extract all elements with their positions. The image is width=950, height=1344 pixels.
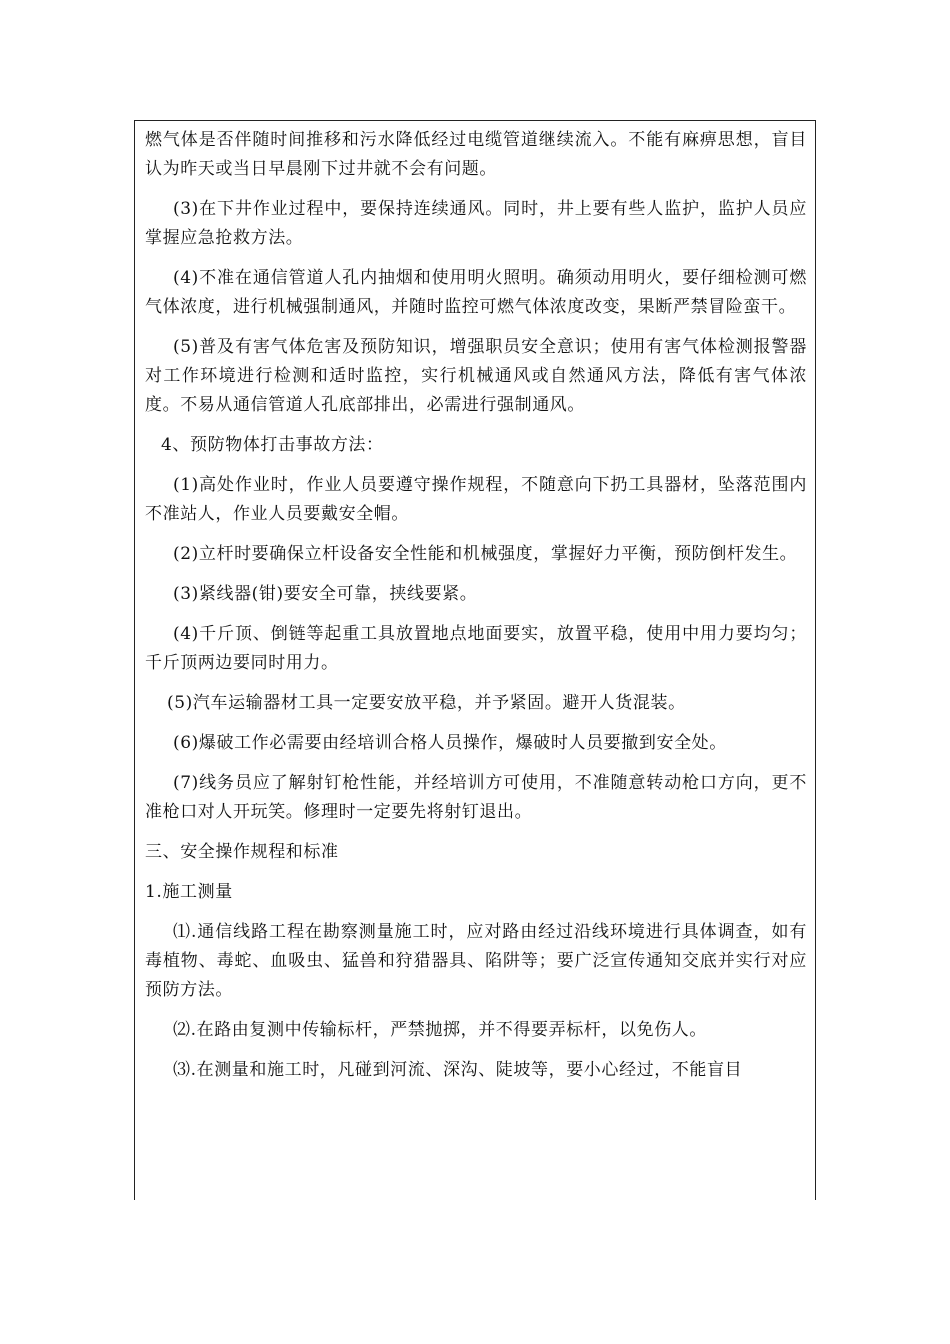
paragraph-ventilation: (3)在下井作业过程中，要保持连续通风。同时，井上要有些人监护，监护人员应掌握应急抢救方法。 [145, 199, 807, 248]
document-body [145, 126, 807, 1096]
paragraph-nail-gun: (7)线务员应了解射钉枪性能，并经培训方可使用，不准随意转动枪口方向，更不准枪口对人开玩笑。修理时一定要先将射钉退出。 [145, 773, 807, 822]
paragraph-route-survey: ⑴.通信线路工程在勘察测量施工时，应对路由经过沿线环境进行具体调查，如有毒植物、毒蛇、血吸虫、猛兽和狩猎器具、陷阱等；要广泛宣传通知交底并实行对应预防方法。 [145, 922, 807, 1000]
section-heading-object-strike: 4、预防物体打击事故方法： [161, 435, 384, 455]
paragraph-jack: (4)千斤顶、倒链等起重工具放置地点地面要实，放置平稳，使用中用力要均匀；千斤顶两边要同时用力。 [145, 624, 807, 673]
paragraph-vehicle-transport: (5)汽车运输器材工具一定要安放平稳，并予紧固。避开人货混装。 [167, 693, 686, 713]
paragraph-pole-erection: (2)立杆时要确保立杆设备安全性能和机械强度，掌握好力平衡，预防倒杆发生。 [173, 544, 798, 564]
paragraph-gas-knowledge: (5)普及有害气体危害及预防知识，增强职员安全意识；使用有害气体检测报警器对工作环境进行检测和适时监控，实行机械通风或自然通风方法，降低有害气体浓度。不易从通信管道人孔底部排出，必需进行强制通风。 [145, 337, 807, 415]
paragraph-no-smoking: (4)不准在通信管道人孔内抽烟和使用明火照明。确须动用明火，要仔细检测可燃气体浓度，进行机械强制通风，并随时监控可燃气体浓度改变，果断严禁冒险蛮干。 [145, 268, 807, 317]
paragraph-marker-pole: ⑵.在路由复测中传输标杆，严禁抛掷，并不得要弄标杆，以免伤人。 [173, 1020, 708, 1040]
paragraph-gas-continuation: 燃气体是否伴随时间推移和污水降低经过电缆管道继续流入。不能有麻痹思想，盲目认为昨天或当日早晨刚下过井就不会有问题。 [145, 130, 807, 179]
paragraph-rivers-slopes: ⑶.在测量和施工时，凡碰到河流、深沟、陡坡等，要小心经过，不能盲目 [173, 1060, 743, 1080]
paragraph-tensioner: (3)紧线器(钳)要安全可靠，挟线要紧。 [173, 584, 478, 604]
paragraph-blasting: (6)爆破工作必需要由经培训合格人员操作，爆破时人员要撤到安全处。 [173, 733, 727, 753]
paragraph-high-work: (1)高处作业时，作业人员要遵守操作规程，不随意向下扔工具器材，坠落范围内不准站人，作业人员要戴安全帽。 [145, 475, 807, 524]
section-heading-safety-rules: 三、安全操作规程和标准 [145, 842, 339, 862]
subsection-heading-survey: 1.施工测量 [145, 882, 233, 902]
